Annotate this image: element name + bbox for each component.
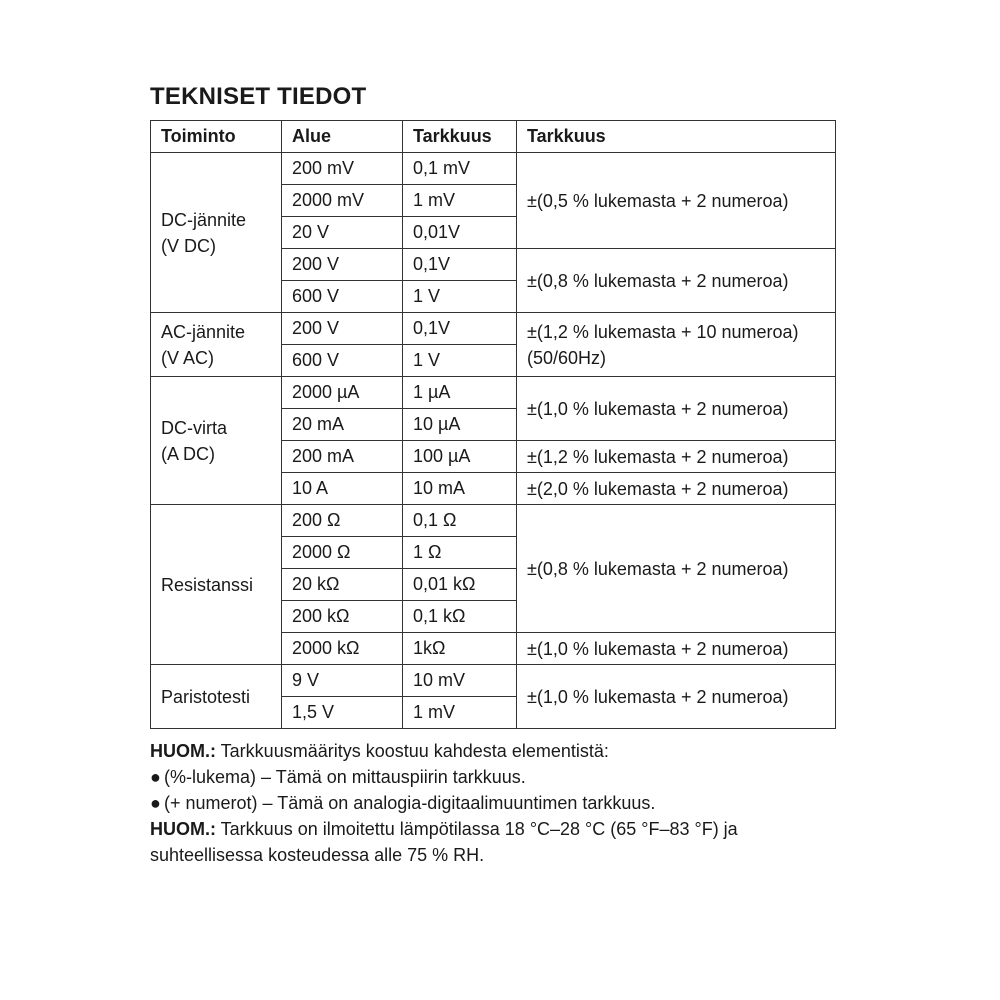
range-cell: 600 V bbox=[282, 345, 403, 377]
accuracy-cell: ±(0,8 % lukemasta + 2 numeroa) bbox=[517, 249, 836, 313]
function-cell bbox=[151, 665, 282, 729]
function-cell bbox=[151, 377, 282, 505]
bullet-text: (%-lukema) – Tämä on mittauspiirin tarkkuus. bbox=[164, 767, 526, 787]
resolution-cell: 0,1 kΩ bbox=[403, 601, 517, 633]
range-cell: 20 kΩ bbox=[282, 569, 403, 601]
accuracy-text: ±(1,2 % lukemasta + 10 numeroa) bbox=[527, 321, 799, 342]
range-cell: 600 V bbox=[282, 281, 403, 313]
function-unit: (A DC) bbox=[161, 443, 215, 464]
accuracy-cell: ±(1,2 % lukemasta + 2 numeroa) bbox=[517, 441, 836, 473]
accuracy-cell: ±(1,0 % lukemasta + 2 numeroa) bbox=[517, 633, 836, 665]
accuracy-cell: ±(1,0 % lukemasta + 2 numeroa) bbox=[517, 665, 836, 729]
resolution-cell: 1 V bbox=[403, 281, 517, 313]
accuracy-cell: ±(0,5 % lukemasta + 2 numeroa) bbox=[517, 153, 836, 249]
range-cell: 10 A bbox=[282, 473, 403, 505]
note-line bbox=[150, 738, 850, 764]
range-cell: 9 V bbox=[282, 665, 403, 697]
resolution-cell: 0,1 Ω bbox=[403, 505, 517, 537]
range-cell: 200 V bbox=[282, 313, 403, 345]
resolution-cell: 0,1V bbox=[403, 313, 517, 345]
function-label: Resistanssi bbox=[161, 574, 254, 595]
range-cell: 200 kΩ bbox=[282, 601, 403, 633]
accuracy-cell: ±(1,0 % lukemasta + 2 numeroa) bbox=[517, 377, 836, 441]
range-cell: 200 mV bbox=[282, 153, 403, 185]
resolution-cell: 0,1V bbox=[403, 249, 517, 281]
resolution-cell: 0,1 mV bbox=[403, 153, 517, 185]
accuracy-cell: ±(0,8 % lukemasta + 2 numeroa) bbox=[517, 505, 836, 633]
range-cell: 2000 µA bbox=[282, 377, 403, 409]
range-cell: 200 mA bbox=[282, 441, 403, 473]
table-row bbox=[151, 313, 836, 345]
bullet-text: (+ numerot) – Tämä on analogia-digitaalimuuntimen tarkkuus. bbox=[164, 793, 656, 813]
note-label: HUOM.: bbox=[150, 819, 216, 839]
table-header-row bbox=[151, 121, 836, 153]
resolution-cell: 1 mV bbox=[403, 185, 517, 217]
function-label: DC-virta bbox=[161, 417, 227, 438]
range-cell: 20 V bbox=[282, 217, 403, 249]
resolution-cell: 10 mV bbox=[403, 665, 517, 697]
function-unit: (V DC) bbox=[161, 235, 216, 256]
note-text: Tarkkuus on ilmoitettu lämpötilassa 18 °C–28 °C (65 °F–83 °F) ja bbox=[216, 819, 738, 839]
page-title: TEKNISET TIEDOT bbox=[150, 83, 367, 110]
bullet-icon: ● bbox=[150, 767, 161, 787]
header-resolution: Tarkkuus bbox=[403, 121, 517, 153]
table-row bbox=[151, 505, 836, 537]
spec-table bbox=[150, 120, 836, 729]
resolution-cell: 1 Ω bbox=[403, 537, 517, 569]
header-range: Alue bbox=[282, 121, 403, 153]
bullet-line bbox=[150, 790, 850, 816]
note-label: HUOM.: bbox=[150, 741, 216, 761]
header-function: Toiminto bbox=[151, 121, 282, 153]
resolution-cell: 10 mA bbox=[403, 473, 517, 505]
function-cell bbox=[151, 505, 282, 665]
resolution-cell: 10 µA bbox=[403, 409, 517, 441]
function-label: Paristotesti bbox=[161, 686, 251, 707]
bullet-icon: ● bbox=[150, 793, 161, 813]
function-label: DC-jännite bbox=[161, 209, 247, 230]
function-unit: (V AC) bbox=[161, 347, 215, 368]
notes-section bbox=[150, 738, 850, 868]
range-cell: 200 V bbox=[282, 249, 403, 281]
resolution-cell: 0,01 kΩ bbox=[403, 569, 517, 601]
range-cell: 2000 kΩ bbox=[282, 633, 403, 665]
accuracy-cell: ±(2,0 % lukemasta + 2 numeroa) bbox=[517, 473, 836, 505]
resolution-cell: 1 mV bbox=[403, 697, 517, 729]
resolution-cell: 1 V bbox=[403, 345, 517, 377]
table-row bbox=[151, 377, 836, 409]
range-cell: 2000 mV bbox=[282, 185, 403, 217]
range-cell: 200 Ω bbox=[282, 505, 403, 537]
accuracy-cell bbox=[517, 313, 836, 377]
resolution-cell: 1 µA bbox=[403, 377, 517, 409]
resolution-cell: 1kΩ bbox=[403, 633, 517, 665]
range-cell: 20 mA bbox=[282, 409, 403, 441]
accuracy-frequency: (50/60Hz) bbox=[527, 347, 607, 368]
function-label: AC-jännite bbox=[161, 321, 246, 342]
table-row bbox=[151, 153, 836, 185]
header-accuracy: Tarkkuus bbox=[517, 121, 836, 153]
note-line bbox=[150, 816, 850, 842]
function-cell bbox=[151, 313, 282, 377]
range-cell: 2000 Ω bbox=[282, 537, 403, 569]
note-text: Tarkkuusmääritys koostuu kahdesta elementistä: bbox=[216, 741, 609, 761]
resolution-cell: 0,01V bbox=[403, 217, 517, 249]
note-line-continued: suhteellisessa kosteudessa alle 75 % RH. bbox=[150, 845, 485, 865]
bullet-line bbox=[150, 764, 850, 790]
resolution-cell: 100 µA bbox=[403, 441, 517, 473]
function-cell bbox=[151, 153, 282, 313]
range-cell: 1,5 V bbox=[282, 697, 403, 729]
table-row bbox=[151, 665, 836, 697]
